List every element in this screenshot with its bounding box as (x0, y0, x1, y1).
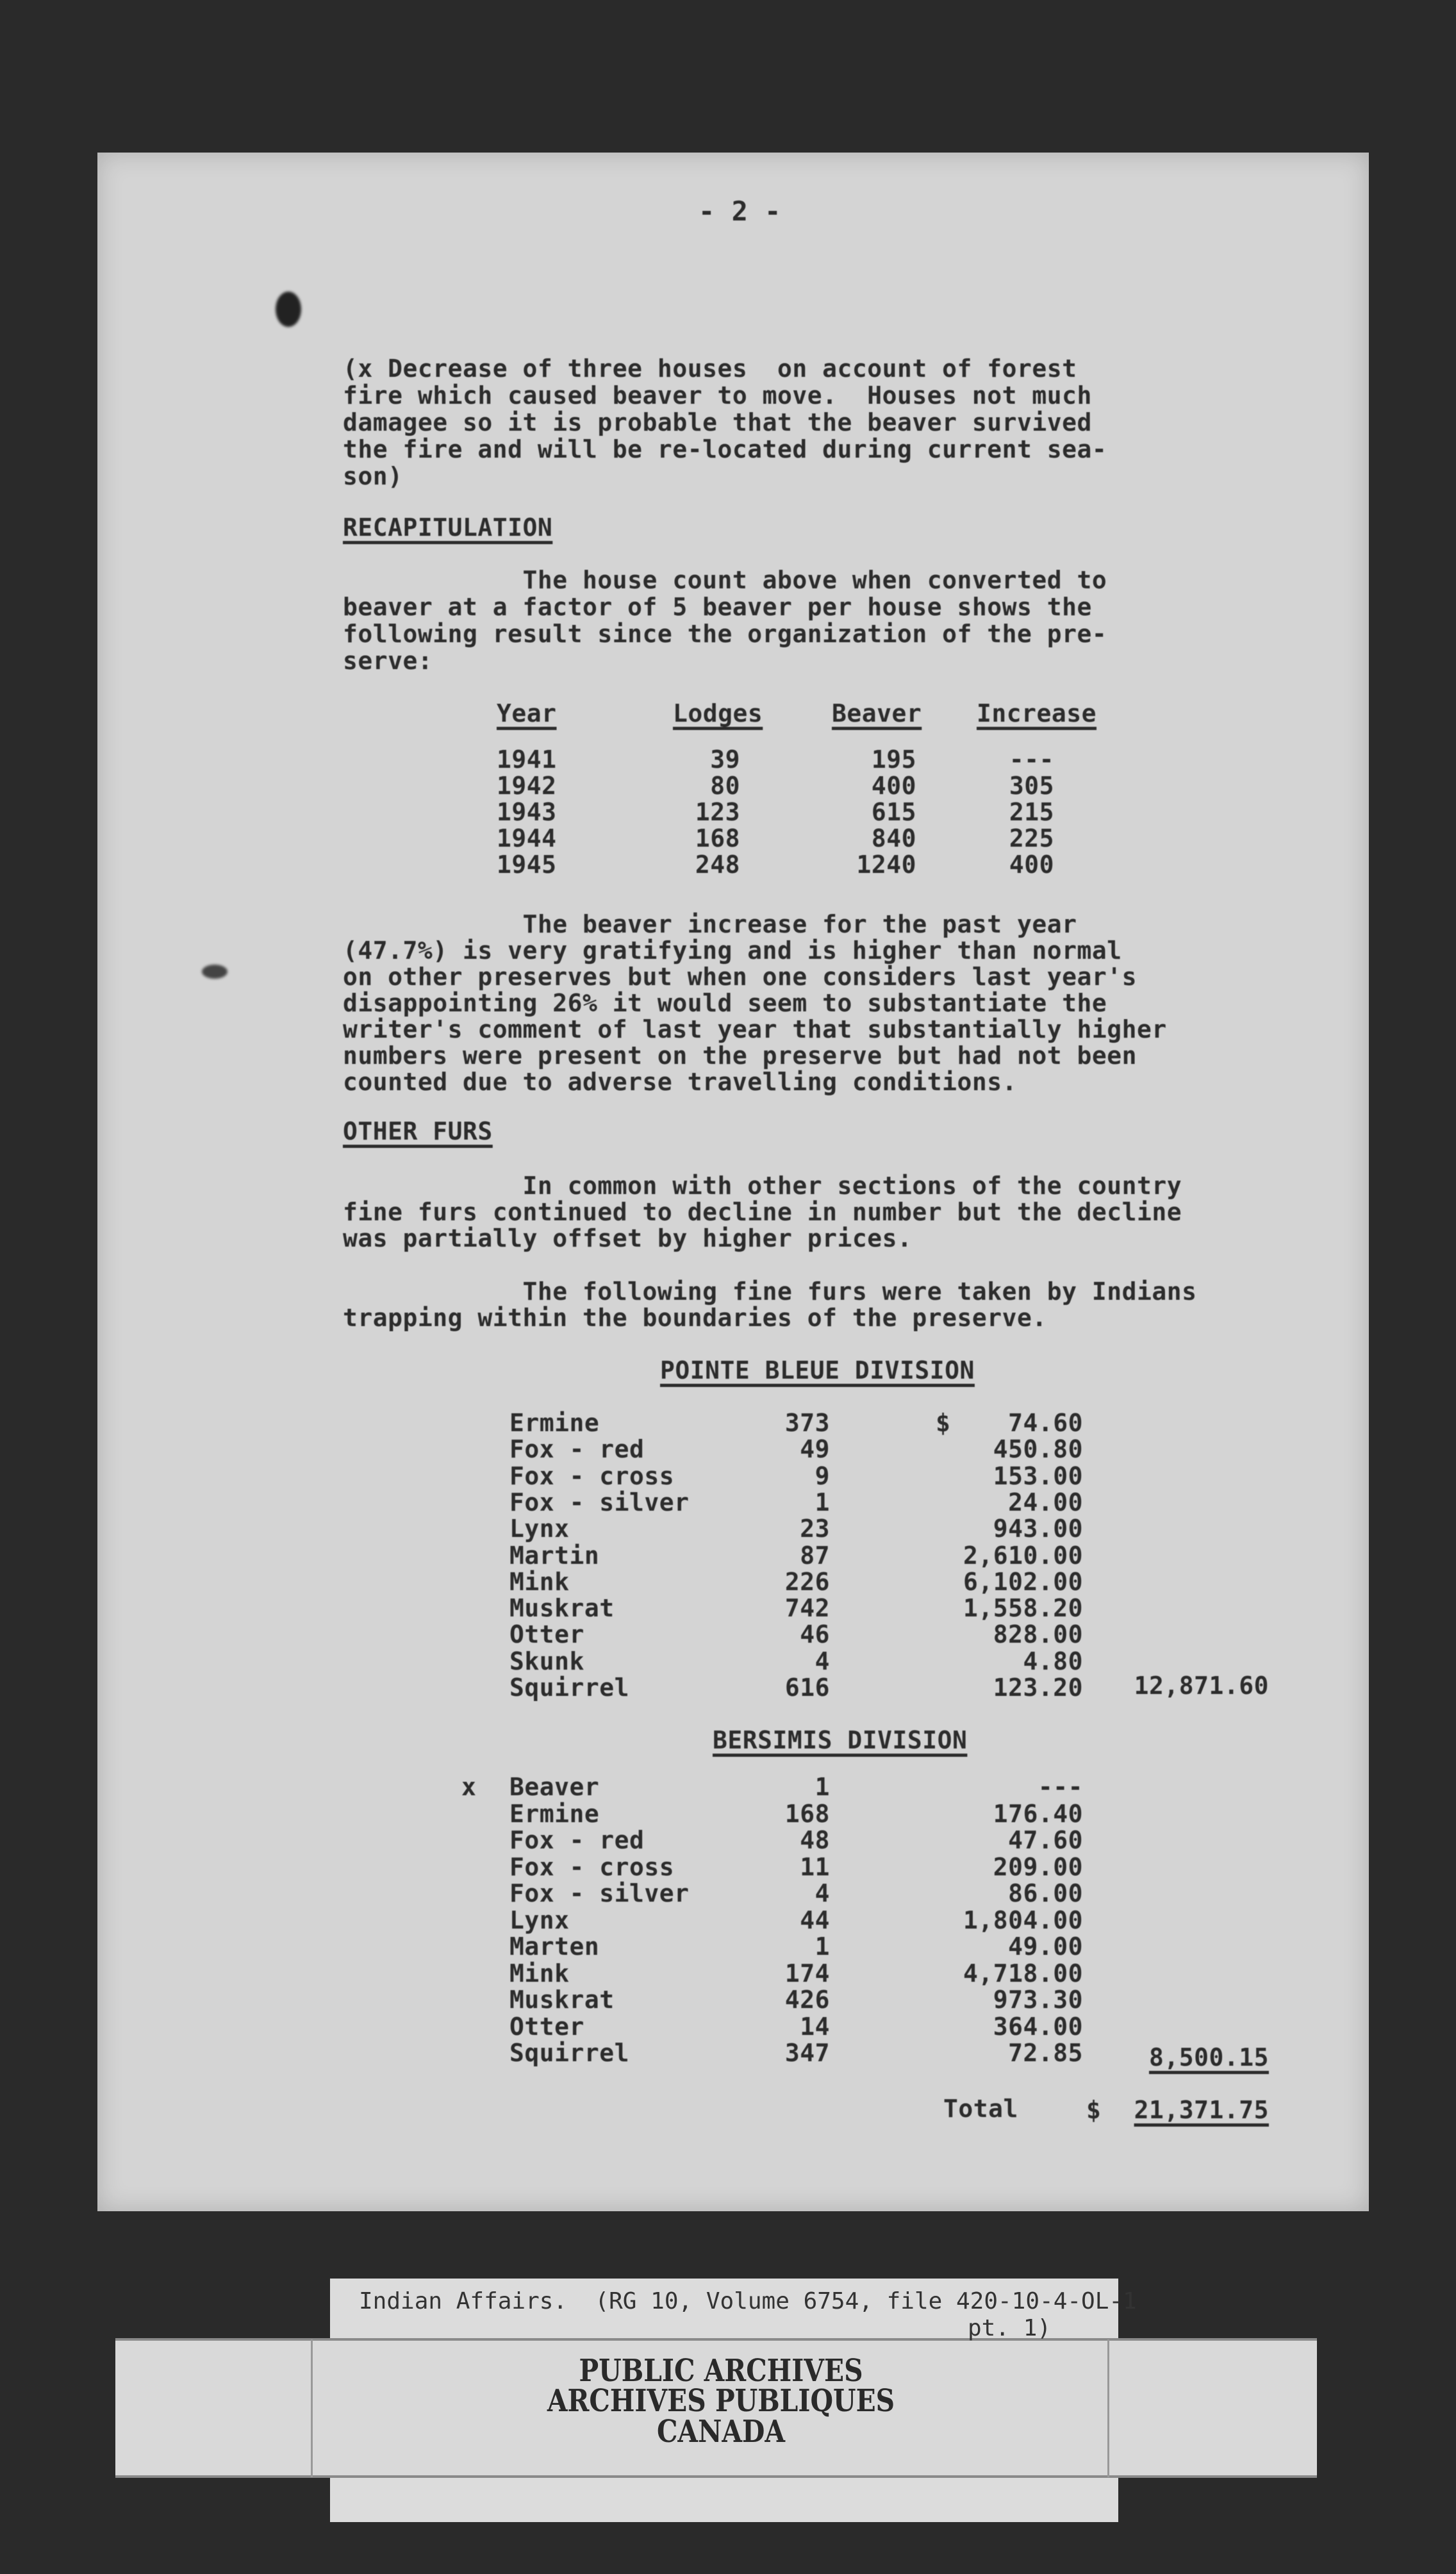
fur-name-cell: Marten (509, 1932, 600, 1961)
footnote-mark: x (461, 1773, 477, 1801)
year-cell: 1942 (497, 772, 557, 800)
page-number: - 2 - (699, 195, 781, 227)
fur-name-cell: Fox - red (509, 1435, 645, 1464)
beaver-cell: 840 (871, 824, 916, 852)
fur-name-cell: Skunk (509, 1647, 584, 1675)
fur-value-cell: --- (1038, 1773, 1083, 1801)
fur-count-cell: 742 (784, 1594, 830, 1623)
fur-name-cell: Squirrel (509, 1673, 630, 1702)
text-line: The beaver increase for the past year (343, 910, 1077, 938)
increase-cell: 225 (1009, 824, 1054, 852)
fur-count-cell: 48 (800, 1826, 830, 1854)
division-heading-pointe-bleue: POINTE BLEUE DIVISION (660, 1356, 975, 1384)
text-line: trapping within the boundaries of the preserve. (343, 1304, 1047, 1332)
text-line: fire which caused beaver to move. Houses not much (343, 381, 1092, 410)
fur-name-cell: Ermine (509, 1799, 600, 1828)
fur-value-cell: 973.30 (993, 1986, 1083, 2014)
beaver-cell: 195 (871, 745, 916, 774)
fur-name-cell: Lynx (509, 1515, 570, 1543)
fur-name-cell: Squirrel (509, 2039, 630, 2067)
fur-count-cell: 226 (784, 1567, 830, 1596)
fur-count-cell: 4 (815, 1647, 830, 1675)
fur-value-cell: 86.00 (1008, 1879, 1083, 1907)
fur-value-cell: 72.85 (1008, 2039, 1083, 2067)
archive-stamp-line-2: ARCHIVES PUBLIQUES (547, 2383, 895, 2419)
fur-value-cell: 943.00 (993, 1515, 1083, 1543)
fur-name-cell: Martin (509, 1541, 600, 1570)
fur-value-cell: 209.00 (993, 1852, 1083, 1881)
text-line: counted due to adverse travelling conditions. (343, 1068, 1018, 1096)
archive-reference-line-2: pt. 1) (968, 2315, 1052, 2341)
year-cell: 1943 (497, 798, 557, 826)
column-header-beaver: Beaver (832, 699, 922, 727)
beaver-cell: 1240 (856, 851, 916, 879)
increase-cell: --- (1009, 745, 1054, 774)
fur-name-cell: Fox - silver (509, 1488, 690, 1516)
fur-count-cell: 373 (784, 1409, 830, 1437)
currency-symbol: $ (936, 1409, 951, 1437)
fur-name-cell: Otter (509, 1620, 584, 1649)
fur-value-cell: 1,558.20 (963, 1594, 1083, 1623)
ink-mark (202, 965, 228, 979)
fur-value-cell: 364.00 (993, 2012, 1083, 2041)
text-line: son) (343, 462, 403, 490)
fur-count-cell: 168 (784, 1799, 830, 1828)
fur-count-cell: 4 (815, 1879, 830, 1907)
fur-count-cell: 9 (815, 1461, 830, 1490)
lodges-cell: 80 (710, 772, 740, 800)
fur-value-cell: 1,804.00 (963, 1906, 1083, 1934)
fur-name-cell: Ermine (509, 1409, 600, 1437)
fur-count-cell: 347 (784, 2039, 830, 2067)
pointe-bleue-subtotal: 12,871.60 (1134, 1672, 1269, 1700)
ink-blot (276, 292, 301, 327)
section-heading-recapitulation: RECAPITULATION (343, 513, 553, 542)
increase-cell: 305 (1009, 772, 1054, 800)
fur-value-cell: 47.60 (1008, 1826, 1083, 1854)
fur-value-cell: 153.00 (993, 1461, 1083, 1490)
fur-value-cell: 6,102.00 (963, 1567, 1083, 1596)
fur-value-cell: 74.60 (1008, 1409, 1083, 1437)
text-line: (47.7%) is very gratifying and is higher than normal (343, 936, 1122, 965)
fur-value-cell: 49.00 (1008, 1932, 1083, 1961)
grand-total: 21,371.75 (1134, 2096, 1269, 2124)
fur-count-cell: 49 (800, 1435, 830, 1464)
column-header-year: Year (497, 699, 557, 727)
fur-value-cell: 123.20 (993, 1673, 1083, 1702)
fur-count-cell: 174 (784, 1959, 830, 1988)
fur-count-cell: 11 (800, 1852, 830, 1881)
text-line: following result since the organization of the pre- (343, 620, 1107, 648)
text-line: disappointing 26% it would seem to substantiate the (343, 989, 1107, 1017)
text-line: the fire and will be re-located during current sea- (343, 435, 1107, 463)
text-line: beaver at a factor of 5 beaver per house shows the (343, 593, 1092, 621)
fur-name-cell: Fox - red (509, 1826, 645, 1854)
beaver-cell: 615 (871, 798, 916, 826)
text-line: damagee so it is probable that the beaver survived (343, 408, 1092, 436)
total-currency-symbol: $ (1086, 2096, 1102, 2124)
fur-name-cell: Fox - cross (509, 1461, 675, 1490)
archive-reference-line-1: Indian Affairs. (RG 10, Volume 6754, file 420-10-4-OL-1 (359, 2288, 1137, 2314)
increase-cell: 400 (1009, 851, 1054, 879)
fur-count-cell: 44 (800, 1906, 830, 1934)
fur-count-cell: 23 (800, 1515, 830, 1543)
section-heading-other-furs: OTHER FURS (343, 1117, 493, 1145)
fur-count-cell: 87 (800, 1541, 830, 1570)
fur-count-cell: 426 (784, 1986, 830, 2014)
fur-value-cell: 176.40 (993, 1799, 1083, 1828)
fur-count-cell: 616 (784, 1673, 830, 1702)
fur-name-cell: Lynx (509, 1906, 570, 1934)
fur-name-cell: Mink (509, 1959, 570, 1988)
fur-name-cell: Muskrat (509, 1594, 615, 1623)
total-label: Total (943, 2095, 1018, 2123)
fur-name-cell: Muskrat (509, 1986, 615, 2014)
fur-count-cell: 14 (800, 2012, 830, 2041)
text-line: The house count above when converted to (343, 566, 1107, 594)
year-cell: 1945 (497, 851, 557, 879)
archive-stamp-line-1: PUBLIC ARCHIVES (579, 2353, 863, 2389)
bersimis-subtotal: 8,500.15 (1148, 2043, 1269, 2072)
fur-name-cell: Beaver (509, 1773, 600, 1801)
text-line: The following fine furs were taken by Indians (343, 1277, 1197, 1306)
fur-value-cell: 2,610.00 (963, 1541, 1083, 1570)
lodges-cell: 123 (695, 798, 740, 826)
lodges-cell: 39 (710, 745, 740, 774)
fur-value-cell: 4.80 (1023, 1647, 1083, 1675)
fur-name-cell: Mink (509, 1567, 570, 1596)
fur-value-cell: 828.00 (993, 1620, 1083, 1649)
fur-count-cell: 46 (800, 1620, 830, 1649)
text-line: writer's comment of last year that substantially higher (343, 1015, 1167, 1043)
lodges-cell: 168 (695, 824, 740, 852)
text-line: (x Decrease of three houses on account of forest (343, 354, 1077, 383)
column-header-lodges: Lodges (673, 699, 763, 727)
increase-cell: 215 (1009, 798, 1054, 826)
fur-count-cell: 1 (815, 1932, 830, 1961)
text-line: on other preserves but when one considers last year's (343, 963, 1138, 991)
fur-value-cell: 24.00 (1008, 1488, 1083, 1516)
year-cell: 1944 (497, 824, 557, 852)
text-line: was partially offset by higher prices. (343, 1224, 913, 1252)
text-line: fine furs continued to decline in number but the decline (343, 1198, 1182, 1226)
text-line: numbers were present on the preserve but had not been (343, 1042, 1138, 1070)
fur-count-cell: 1 (815, 1773, 830, 1801)
fur-name-cell: Fox - silver (509, 1879, 690, 1907)
fur-name-cell: Fox - cross (509, 1852, 675, 1881)
column-header-increase: Increase (977, 699, 1097, 727)
fur-value-cell: 450.80 (993, 1435, 1083, 1464)
beaver-cell: 400 (871, 772, 916, 800)
fur-value-cell: 4,718.00 (963, 1959, 1083, 1988)
division-heading-bersimis: BERSIMIS DIVISION (713, 1726, 968, 1754)
year-cell: 1941 (497, 745, 557, 774)
fur-count-cell: 1 (815, 1488, 830, 1516)
text-line: serve: (343, 647, 433, 675)
lodges-cell: 248 (695, 851, 740, 879)
text-line: In common with other sections of the country (343, 1172, 1182, 1200)
fur-name-cell: Otter (509, 2012, 584, 2041)
archive-stamp-line-3: CANADA (656, 2414, 786, 2450)
